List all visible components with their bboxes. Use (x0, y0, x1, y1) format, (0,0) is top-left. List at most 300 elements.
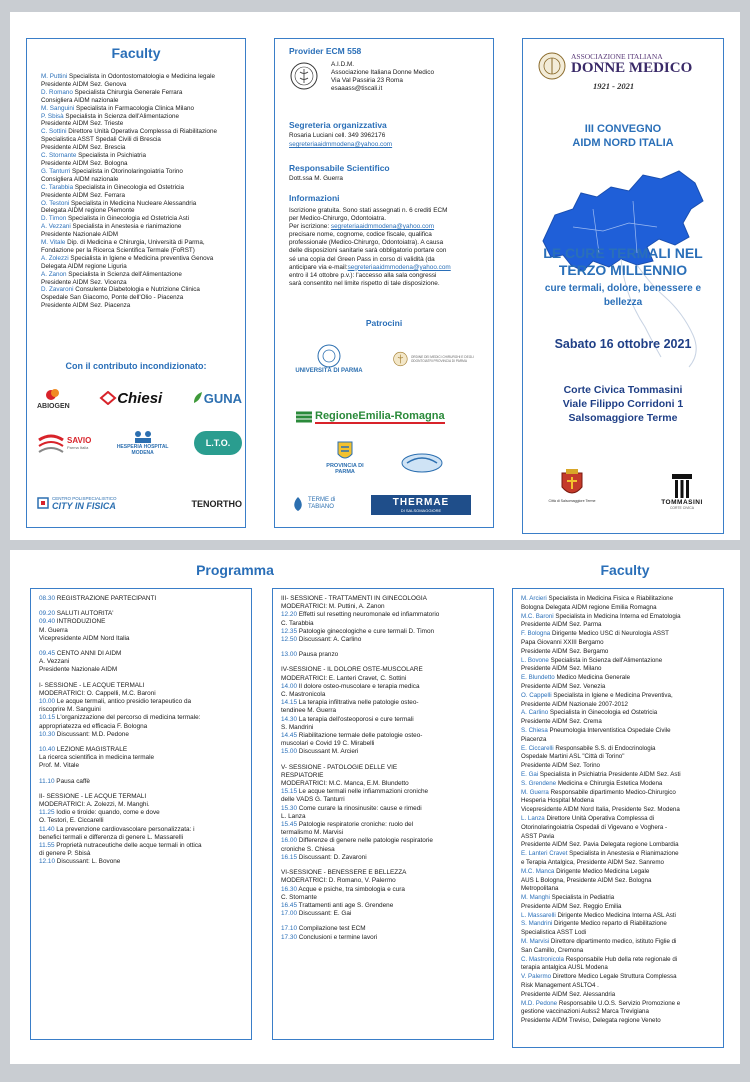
faculty-entry-line (41, 97, 217, 105)
faculty-name: O. Testoni (41, 199, 70, 207)
faculty-name: E. Lanteri Cravet (521, 850, 568, 858)
session-time: 15.45 (281, 821, 297, 829)
brochure-outer-sheet (10, 12, 740, 540)
provider-line: A.I.D.M. (331, 61, 355, 68)
faculty-name: M. Guerra (521, 788, 549, 796)
session-time: 16.30 (281, 885, 297, 893)
programme-line (281, 666, 439, 674)
programme-line (281, 620, 439, 628)
faculty-name: D. Romano (41, 88, 73, 96)
line-text: Presidente AIDM Sez. Torino (521, 762, 600, 770)
info-line (289, 264, 451, 272)
hesperia-text: HESPERIA HOSPITAL MODENA (116, 444, 169, 456)
sponsor-row-1 (37, 381, 242, 415)
programme-line (281, 894, 439, 902)
line-text: Presidente Nazionale AIDM (39, 666, 118, 674)
line-text: tendinee M. Guerra (281, 707, 337, 715)
line-text: V- SESSIONE - PATOLOGIE DELLE VIE (281, 763, 398, 771)
faculty-entry-line (41, 184, 217, 192)
line-text: IV-SESSIONE - IL DOLORE OSTE-MUSCOLARE (281, 666, 423, 674)
line-text: Responsabile Hub della rete regionale di (563, 955, 678, 963)
line-text: III- SESSIONE - TRATTAMENTI IN GINECOLOGIA (281, 595, 427, 602)
line-text: anticipare via e-mail: (289, 263, 348, 271)
aidm-emblem-icon (537, 51, 567, 81)
spacer (39, 771, 202, 778)
venue-line-1: Corte Civica Tommasini (563, 384, 683, 396)
faculty-entry-line (521, 762, 681, 771)
provider-title: Provider ECM 558 (289, 46, 362, 56)
faculty-entry-line (521, 912, 681, 921)
faculty-entry-line (41, 105, 217, 113)
line-text: Presidente AIDM Sez. Genova (41, 80, 127, 88)
line-text: Specialista in Otorinolaringoiatria Torino (70, 167, 183, 175)
faculty-name: A. Vezzani (41, 223, 71, 231)
session-time: 16.15 (281, 853, 297, 861)
line-text: gestione vaccinazioni Aulss2 Marca Trevigiana (521, 1008, 649, 1016)
faculty-entry-line (521, 797, 681, 806)
session-time: 12.50 (281, 636, 297, 644)
university-parma-logo (289, 344, 369, 374)
faculty-name: G. Tanturri (41, 167, 71, 175)
line-text: Specialista in Medicina Fisica e Riabilitazione (546, 595, 674, 602)
line-text: MODERATRICI: O. Cappelli, M.C. Baroni (39, 689, 156, 697)
session-time: 14.30 (281, 715, 297, 723)
programme-line (281, 854, 439, 862)
line-text: Presidente AIDM Sez. Alessandria (521, 990, 616, 998)
spacer (39, 739, 202, 746)
faculty-name: L. Bovone (521, 656, 549, 664)
session-time: 17.00 (281, 910, 297, 918)
line-text: SALUTI AUTORITA' (55, 610, 114, 618)
line-text: Specialista in Farmacologia Clinica Milano (74, 104, 194, 112)
tenortho-logo (192, 494, 243, 512)
line-text: A. Vezzani (39, 658, 70, 666)
line-text: Presidente AIDM Sez. Piacenza (41, 302, 131, 310)
line-text: Le acque termali, antico presidio terapeutico da (55, 698, 192, 706)
line-text: Specialista in Ginecologia ed Ostetricia (548, 709, 658, 717)
session-time: 16.45 (281, 901, 297, 909)
programme-line (281, 611, 439, 619)
line-text: Prof. M. Vitale (39, 762, 80, 770)
faculty-entry-line (521, 806, 681, 815)
session-time: 11.25 (39, 809, 55, 817)
faculty-entry-line (521, 657, 681, 666)
savio-logo (37, 432, 91, 454)
programme-line (281, 829, 439, 837)
line-text: Discussant: E. Gai (297, 910, 352, 918)
cover-panel (522, 38, 724, 534)
line-text: Discussant: L. Bovone (55, 858, 121, 866)
faculty-entry-line (521, 938, 681, 947)
line-text: Trattamenti anti age S. Grendene (297, 901, 394, 909)
line-text: Presidente AIDM Sez. Ferrara (41, 191, 125, 199)
info-line (289, 231, 451, 239)
line-text: O. Testori, E. Ciccarelli (39, 817, 104, 825)
programma-afternoon-panel (272, 588, 494, 1040)
line-text: Pausa pranzo (297, 651, 339, 659)
line-text: Presidente Nazionale AIDM (41, 231, 119, 239)
thermae-logo (371, 495, 471, 515)
line-text: delle VADS G. Tanturri (281, 796, 345, 804)
line-text: CENTO ANNI DI AIDM (55, 650, 122, 658)
faculty-entry-line (521, 709, 681, 718)
line-text: Specialista in Medicina Nucleare Alessandria (69, 199, 197, 207)
citta-salsomaggiore-logo (537, 469, 607, 503)
faculty-entry-line (41, 128, 217, 136)
line-text: Presidente AIDM Sez. Bergamo (521, 647, 609, 655)
brochure-inner-sheet (10, 550, 740, 1064)
line-text: appropriatezza ed efficacia F. Bologna (39, 722, 148, 730)
session-time: 15.15 (281, 788, 297, 796)
line-text: Direttore Unità Operativa Complessa di (544, 814, 655, 822)
line-text: e Terapia Antalgica, Presidente AIDM Sez. Sanremo (521, 858, 664, 866)
faculty-entry-line (521, 885, 681, 894)
line-text: Medico Medicina Generale (554, 674, 631, 682)
faculty-entry-line (41, 255, 217, 263)
faculty-entry-line (521, 964, 681, 973)
line-text: Specialista in Scienza dell'Alimentazione (548, 656, 663, 664)
info-line (289, 207, 451, 215)
line-text: Bologna Delegata AIDM regione Emilia Romagna (521, 603, 657, 611)
line-text: Specialista in Anestesia e rianimazione (70, 223, 182, 231)
programme-line (39, 714, 202, 722)
session-time: 15.00 (281, 748, 297, 756)
line-text: Specialista in Ginecologia ed Ostetricia (73, 183, 185, 191)
programme-line (39, 595, 202, 603)
hesperia-logo (112, 430, 174, 456)
faculty-list (41, 73, 217, 310)
informazioni-title: Informazioni (289, 193, 340, 203)
line-text: II- SESSIONE - LE ACQUE TERMALI (39, 792, 147, 800)
faculty-name: M. Manghi (521, 894, 550, 902)
session-time: 15.30 (281, 804, 297, 812)
line-text: L. Lanza (281, 812, 306, 820)
faculty-entry-line (521, 648, 681, 657)
line-text: di genere P. Sbisà (39, 850, 91, 858)
abiogen-logo (37, 387, 70, 410)
line-text: Pneumologia Interventistica Ospedale Civile (547, 726, 671, 734)
faculty-entry-line (521, 1008, 681, 1017)
line-text: La terapia dell'osteoporosi e cure termali (297, 715, 414, 723)
line-text: Delegata AIDM regione Liguria (41, 262, 127, 270)
programme-line (281, 628, 439, 636)
programme-line (39, 690, 202, 698)
line-text: Compilazione test ECM (297, 925, 366, 933)
line-text: Specialistica ASST Spedali Civili di Brescia (41, 136, 161, 144)
faculty-entry-line (521, 1017, 681, 1026)
faculty-name: D. Timon (41, 215, 67, 223)
spacer (281, 918, 439, 925)
line-text: Specialista in Igiene e Medicina Preventiva, (551, 691, 673, 699)
session-time: 11.10 (39, 777, 55, 785)
line-text: Presidente AIDM Sez. Reggio Emilia (521, 902, 622, 910)
line-text: LEZIONE MAGISTRALE (55, 746, 128, 754)
line-text: riscoprire M. Sanguini (39, 706, 101, 714)
citta-text: Città di Salsomaggiore Terme (548, 499, 596, 503)
line-text: sarà consentito nel limite rispetto di tale disposizione. (289, 279, 440, 287)
city-in-fisica-top: CENTRO POLISPECIALISTICO (52, 495, 117, 501)
faculty-panel-bottom (512, 588, 724, 1048)
line-text: Come curare la rinosinusite: cause e rimedi (297, 804, 422, 812)
convegno-line-1: III CONVEGNO (584, 123, 662, 135)
line-text: Le acque termali nelle infiammazioni croniche (297, 788, 429, 796)
faculty-name: M. Puttini (41, 73, 68, 80)
faculty-entry-line (41, 192, 217, 200)
chiesi-logo (99, 390, 162, 407)
terme-swirl-icon (399, 449, 445, 475)
programme-line (39, 706, 202, 714)
session-time: 10.30 (39, 730, 55, 738)
faculty-name: S. Chiesa (521, 726, 548, 734)
line-text: Specialista in Igiene e Medicina preventiva Genova (68, 254, 214, 262)
line-text: Effetti sul resetting neuromonale ed infiammatorio (297, 611, 440, 619)
line-text: Presidente AIDM Sez. Milano (521, 665, 602, 673)
line-text: Dip. di Medicina e Chirurgia, Università di Parma, (65, 239, 205, 247)
faculty-entry-line (41, 271, 217, 279)
session-time: 12.10 (39, 858, 55, 866)
faculty-entry-line (521, 868, 681, 877)
programme-line (281, 764, 439, 772)
info-line (289, 223, 451, 231)
programma-morning-list (39, 595, 202, 867)
line-text: delle disposizioni sanitarie sarà obbligatorio portare con (289, 247, 447, 255)
programme-line (281, 699, 439, 707)
session-time: 10.00 (39, 698, 55, 706)
faculty-name: E. Blundetto (521, 674, 555, 682)
info-line (289, 239, 451, 247)
faculty-entry-line (41, 207, 217, 215)
programme-line (39, 635, 202, 643)
programme-line (39, 723, 202, 731)
sponsor-row-2 (37, 425, 242, 461)
line-text: REGISTRAZIONE PARTECIPANTI (55, 595, 157, 602)
assoc-small-text: ASSOCIAZIONE ITALIANA (571, 52, 663, 61)
programme-line (281, 796, 439, 804)
line-text: Direttore Medico Legale Struttura Complessa (551, 973, 677, 981)
faculty-name: S. Grendene (521, 779, 557, 787)
line-text: L'organizzazione del percorso di medicina termale: (55, 714, 201, 722)
faculty-panel-top (26, 38, 246, 528)
faculty-entry-line (41, 263, 217, 271)
city-in-fisica-text: CITY IN FISICA (52, 500, 116, 511)
patrocini-title: Patrocini (365, 318, 403, 328)
line-text: Specialista in Psichiatria Presidente AIDM Sez. Asti (538, 770, 681, 778)
line-text: Pausa caffè (54, 777, 90, 785)
lto-logo (194, 431, 242, 455)
line-text: Presidente AIDM Treviso, Delegata regione Veneto (521, 1017, 661, 1025)
faculty-name: P. Sbisà (41, 112, 64, 120)
session-time: 17.10 (281, 925, 297, 933)
spacer (281, 862, 439, 869)
programme-line (281, 846, 439, 854)
faculty-entry-line (521, 833, 681, 842)
faculty-entry-line (521, 771, 681, 780)
faculty-entry-line (521, 753, 681, 762)
venue-line-2: Viale Filippo Corridoni 1 (562, 398, 684, 410)
faculty-name: M. Marvisi (521, 938, 550, 946)
provincia-text: PROVINCIA DI PARMA (326, 463, 364, 475)
line-text: MODERATRICI: A. Zolezzi, M. Manghi. (39, 801, 150, 809)
faculty-entry-line (521, 727, 681, 736)
ordine-medici-logo (393, 347, 485, 371)
faculty-entry-line (521, 973, 681, 982)
faculty-entry-line (521, 929, 681, 938)
faculty-entry-line (41, 136, 217, 144)
programme-line (281, 651, 439, 659)
terme-tabiano-text: TERME di TABIANO (308, 497, 336, 510)
info-line (289, 215, 451, 223)
faculty-entry-line (521, 604, 681, 613)
regione-text: RegioneEmilia-Romagna (315, 410, 445, 422)
line-text: Ospedale San Giacomo, Ponte dell'Olio - Piacenza (41, 294, 184, 302)
line-text: MODERATRICI: M.C. Manca, E.M. Blundetto (281, 780, 409, 788)
line-text: AUS L Bologna, Presidente AIDM Sez. Bologna (521, 876, 652, 884)
faculty-entry-line (41, 223, 217, 231)
faculty-entry-line (521, 841, 681, 850)
faculty-name: D. Zavaroni (41, 286, 74, 294)
programme-line (281, 813, 439, 821)
email-link[interactable]: segreteriaaidmmodena@yahoo.com (347, 263, 451, 271)
assoc-years-text: 1921 - 2021 (593, 81, 635, 91)
contrib-title: Con il contributo incondizionato: (65, 361, 207, 371)
faculty-entry-line (521, 665, 681, 674)
programme-line (39, 746, 202, 754)
programme-line (39, 618, 202, 626)
line-text: Specialista in Scienza dell'Alimentazione (63, 112, 179, 120)
ordine-medici-text: ORDINE DEI MEDICI CHIRURGHI E DEGLI ODONTOIATRI PROVINCIA DI PARMA (410, 355, 474, 363)
spacer (281, 644, 439, 651)
faculty-entry-line (521, 850, 681, 859)
programme-line (281, 595, 439, 603)
line-text: Patologie ginecologiche e cure termali D. Timon (297, 627, 435, 635)
faculty-entry-line (521, 674, 681, 683)
session-time: 16.00 (281, 837, 297, 845)
faculty-entry-line (41, 152, 217, 160)
programme-line (39, 793, 202, 801)
line-text: entro il 14 ottobre p.v.): l'accesso alla sala congressi (289, 271, 437, 279)
faculty-entry-line (521, 920, 681, 929)
faculty-entry-line (41, 81, 217, 89)
programme-line (281, 707, 439, 715)
programme-line (39, 826, 202, 834)
email-link[interactable]: segreteriaaidmmodena@yahoo.com (330, 223, 435, 231)
tommasini-sub-text: CORTE CIVICA (669, 506, 695, 510)
line-text: Fondazione per la Ricerca Scientifica Termale (FoRST) (41, 246, 195, 254)
programme-line (39, 666, 202, 674)
faculty-entry-line (521, 894, 681, 903)
cover-title-line-2: TERZO MILLENNIO (558, 262, 688, 278)
line-text: Riabilitazione termale delle patologie osteo- (297, 732, 423, 740)
university-parma-text: UNIVERSITÀ DI PARMA (295, 368, 363, 374)
thermae-sub-text: DI SALSOMAGGIORE (400, 508, 442, 513)
faculty-name: M. Sanguini (41, 104, 75, 112)
programme-line (39, 658, 202, 666)
info-panel (274, 38, 494, 528)
line-text: muscolari e Covid 19 C. Mirabelli (281, 740, 375, 748)
faculty-entry-line (521, 947, 681, 956)
spacer (281, 757, 439, 764)
programme-line (281, 732, 439, 740)
faculty-entry-line (521, 630, 681, 639)
savio-text: SAVIO (67, 436, 92, 445)
provider-line: Via Val Passiria 23 Roma (331, 77, 403, 85)
line-text: Hesperia Hospital Modena (521, 797, 594, 805)
line-text: Consigliera AIDM nazionale (41, 175, 119, 183)
session-time: 09.45 (39, 650, 55, 658)
faculty-entry-line (521, 692, 681, 701)
programme-line (281, 869, 439, 877)
line-text: Medicina e Chirurgia Estetica Modena (556, 779, 663, 787)
sponsor-row-3 (37, 491, 242, 515)
responsabile-text: Dott.ssa M. Guerra (289, 175, 343, 182)
line-text: Responsabile S.S. di Endocrinologia (553, 744, 656, 752)
provincia-parma-logo (315, 441, 375, 475)
faculty-entry-line (521, 718, 681, 727)
programme-line (281, 805, 439, 813)
faculty-entry-line (41, 176, 217, 184)
programme-line (281, 837, 439, 845)
line-text: Discussant: M.D. Pedone (55, 730, 129, 738)
programme-line (281, 748, 439, 756)
informazioni-text (289, 207, 451, 288)
programme-line (39, 731, 202, 739)
programme-line (281, 724, 439, 732)
line-text: Presidente AIDM Nazionale 2007-2012 (521, 700, 628, 708)
line-text: Direttore dipartimento medico, istituto Figlie di (549, 938, 677, 946)
faculty-entry-line (41, 160, 217, 168)
programme-line (39, 650, 202, 658)
line-text: Presidente AIDM Sez. Trieste (41, 120, 124, 128)
faculty-entry-line (521, 745, 681, 754)
faculty-name: M. Arcieri (521, 595, 547, 602)
session-time: 08.30 (39, 595, 55, 602)
terme-tabiano-logo (291, 496, 351, 512)
programma-morning-panel (30, 588, 252, 1040)
faculty-name: V. Palermo (521, 973, 552, 981)
info-line (289, 272, 451, 280)
faculty-entry-line (521, 991, 681, 1000)
thermae-text: THERMAE (392, 497, 450, 508)
faculty-name: C. Sottini (41, 128, 67, 136)
line-text: Vicepresidente AIDM Nord Italia (39, 634, 130, 642)
session-time: 12.35 (281, 627, 297, 635)
programme-line (39, 817, 202, 825)
line-text: Discussant: D. Zavaroni (297, 853, 367, 861)
provider-line: Associazione Italiana Donne Medico (331, 69, 435, 77)
line-text: San Camillo, Cremona (521, 946, 584, 954)
line-text: Specialista in Pediatria (549, 894, 615, 902)
faculty-name: C. Tarabbia (41, 183, 74, 191)
line-text: Otorinolaringoiatria Ospedali di Vigevano e Voghera - (521, 823, 668, 831)
regione-emilia-romagna-logo (295, 407, 475, 427)
line-text: S. Mandrini (281, 723, 314, 731)
faculty-entry-line (521, 595, 681, 604)
chiesi-text: Chiesi (117, 389, 163, 407)
session-time: 09.40 (39, 618, 55, 626)
faculty-entry-line (521, 903, 681, 912)
programme-line (281, 683, 439, 691)
segreteria-email-link[interactable]: segreteriaaidmmodena@yahoo.com (289, 141, 393, 148)
city-in-fisica-logo (37, 496, 117, 511)
programme-line (39, 858, 202, 866)
faculty-entry-line (521, 1000, 681, 1009)
faculty-entry-line (41, 144, 217, 152)
line-text: professionale (Medico-Chirurgo, Odontoiatra). A causa (289, 239, 444, 247)
provider-address (331, 61, 434, 93)
faculty-entry-line (521, 815, 681, 824)
faculty-entry-line (41, 279, 217, 287)
line-text: Patologie respiratorie croniche: ruolo del (297, 821, 414, 829)
